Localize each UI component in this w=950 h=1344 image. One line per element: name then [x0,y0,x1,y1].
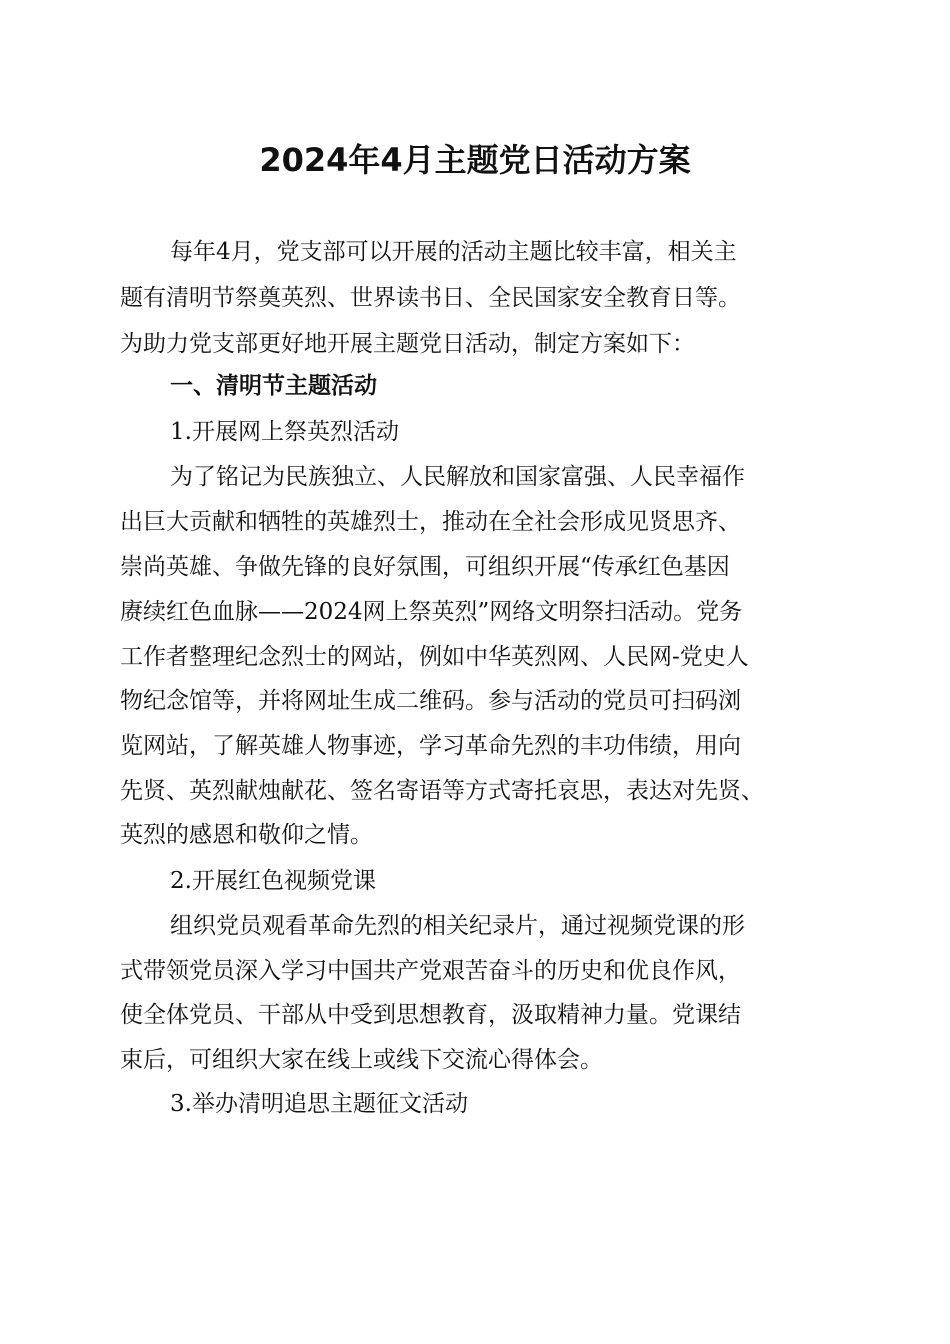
body-line: 出巨大贡献和牺牲的英雄烈士，推动在全社会形成见贤思齐、 [120,509,741,535]
body-line: 工作者整理纪念烈士的网站，例如中华英烈网、人民网-党史人 [120,644,749,670]
intro-line: 为助力党支部更好地开展主题党日活动，制定方案如下： [120,331,695,357]
body-line: 束后，可组织大家在线上或线下交流心得体会。 [120,1047,603,1073]
body-line: 物纪念馆等，并将网址生成二维码。参与活动的党员可扫码浏 [120,688,741,714]
body-line: 为了铭记为民族独立、人民解放和国家富强、人民幸福作 [170,464,745,490]
body-line: 览网站，了解英雄人物事迹，学习革命先烈的丰功伟绩，用向 [120,733,741,759]
body-line: 赓续红色血脉——2024网上祭英烈”网络文明祭扫活动。党务 [120,599,743,625]
intro-line: 每年4月，党支部可以开展的活动主题比较丰富，相关主 [170,239,737,265]
document-title: 2024年4月主题党日活动方案 [259,141,691,179]
item-heading: 3.举办清明追思主题征文活动 [170,1091,468,1117]
item-heading: 1.开展网上祭英烈活动 [170,419,399,445]
item-heading: 2.开展红色视频党课 [170,868,376,894]
intro-line: 题有清明节祭奠英烈、世界读书日、全民国家安全教育日等。 [120,285,741,311]
body-line: 使全体党员、干部从中受到思想教育，汲取精神力量。党课结 [120,1002,741,1028]
body-line: 先贤、英烈献烛献花、签名寄语等方式寄托哀思，表达对先贤、 [120,778,764,804]
body-line: 英烈的感恩和敬仰之情。 [120,822,373,848]
body-line: 崇尚英雄、争做先锋的良好氛围，可组织开展“传承红色基因 [120,554,730,580]
section-heading: 一、清明节主题活动 [170,373,377,399]
body-line: 式带领党员深入学习中国共产党艰苦奋斗的历史和优良作风， [120,958,741,984]
body-line: 组织党员观看革命先烈的相关纪录片，通过视频党课的形 [170,913,745,939]
